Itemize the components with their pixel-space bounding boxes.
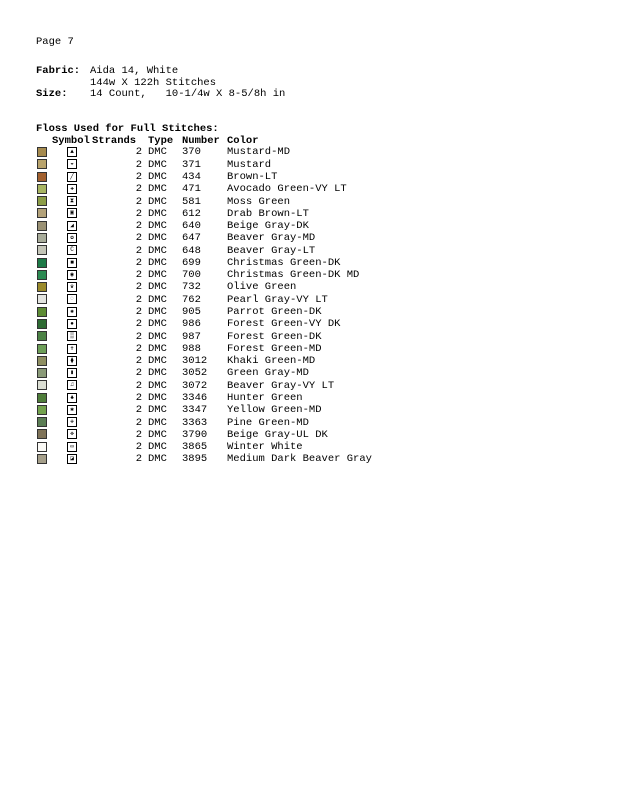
color-name: Avocado Green-VY LT <box>227 183 347 196</box>
number-value: 3346 <box>182 392 208 405</box>
color-swatch <box>37 405 47 415</box>
color-name: Pearl Gray-VY LT <box>227 293 328 306</box>
color-swatch <box>37 393 47 403</box>
stitch-symbol-icon: ✱ <box>67 405 77 415</box>
stitch-symbol-icon: ♫ <box>67 380 77 390</box>
stitch-symbol-icon: ♣ <box>67 393 77 403</box>
color-swatch <box>37 208 47 218</box>
color-swatch <box>37 159 47 169</box>
number-value: 471 <box>182 183 201 196</box>
floss-row <box>36 380 372 392</box>
header-color: Color <box>227 135 259 147</box>
number-value: 3363 <box>182 416 208 429</box>
stitch-symbol-icon: ╱ <box>67 172 77 182</box>
floss-row <box>36 442 372 454</box>
color-swatch <box>37 147 47 157</box>
stitch-symbol-icon: ✚ <box>67 184 77 194</box>
color-swatch <box>37 233 47 243</box>
color-swatch <box>37 294 47 304</box>
floss-row <box>36 258 372 270</box>
type-value: DMC <box>148 330 167 343</box>
strands-value: 2 <box>135 183 142 196</box>
type-value: DMC <box>148 318 167 331</box>
color-swatch <box>37 221 47 231</box>
type-value: DMC <box>148 281 167 294</box>
color-name: Medium Dark Beaver Gray <box>227 453 372 466</box>
color-name: Forest Green-DK <box>227 330 322 343</box>
floss-header-row <box>36 135 372 147</box>
stitch-count: 144w X 122h Stitches <box>90 76 217 89</box>
type-value: DMC <box>148 269 167 282</box>
color-name: Drab Brown-LT <box>227 207 309 220</box>
number-value: 3052 <box>182 367 208 380</box>
number-value: 647 <box>182 232 201 245</box>
stitch-symbol-icon: ✿ <box>67 233 77 243</box>
number-value: 640 <box>182 220 201 233</box>
floss-title: Floss Used for Full Stitches: <box>36 123 219 135</box>
type-value: DMC <box>148 293 167 306</box>
stitch-symbol-icon: ♛ <box>67 282 77 292</box>
number-value: 3012 <box>182 355 208 368</box>
strands-value: 2 <box>135 392 142 405</box>
number-value: 700 <box>182 269 201 282</box>
strands-value: 2 <box>135 355 142 368</box>
color-swatch <box>37 270 47 280</box>
type-value: DMC <box>148 441 167 454</box>
color-name: Beaver Gray-LT <box>227 244 316 257</box>
strands-value: 2 <box>135 416 142 429</box>
number-value: 988 <box>182 342 201 355</box>
color-swatch <box>37 172 47 182</box>
type-value: DMC <box>148 256 167 269</box>
type-value: DMC <box>148 453 167 466</box>
color-name: Forest Green-MD <box>227 342 322 355</box>
size-value: 14 Count, 10-1/4w X 8-5/8h in <box>90 88 286 100</box>
color-name: Beige Gray-DK <box>227 220 309 233</box>
stitch-symbol-icon: ◢ <box>67 221 77 231</box>
stitch-symbol-icon: ● <box>67 319 77 329</box>
floss-row <box>36 294 372 306</box>
type-value: DMC <box>148 170 167 183</box>
color-name: Christmas Green-DK <box>227 256 341 269</box>
type-value: DMC <box>148 158 167 171</box>
stitch-symbol-icon: ▒ <box>67 331 77 341</box>
type-value: DMC <box>148 146 167 159</box>
color-name: Moss Green <box>227 195 291 208</box>
color-swatch <box>37 429 47 439</box>
number-value: 762 <box>182 293 201 306</box>
page-label: Page 7 <box>36 36 74 48</box>
type-value: DMC <box>148 392 167 405</box>
strands-value: 2 <box>135 232 142 245</box>
color-name: Pine Green-MD <box>227 416 309 429</box>
stitch-symbol-icon: ▮ <box>67 368 77 378</box>
stitch-symbol-icon: ▲ <box>67 147 77 157</box>
strands-value: 2 <box>135 281 142 294</box>
type-value: DMC <box>148 428 167 441</box>
number-value: 905 <box>182 306 201 319</box>
floss-row <box>36 196 372 208</box>
number-value: 3865 <box>182 441 208 454</box>
color-name: Winter White <box>227 441 303 454</box>
fabric-value: Aida 14, White <box>90 65 179 77</box>
floss-row <box>36 331 372 343</box>
floss-row <box>36 270 372 282</box>
color-swatch <box>37 184 47 194</box>
floss-row <box>36 282 372 294</box>
floss-row <box>36 147 372 159</box>
strands-value: 2 <box>135 342 142 355</box>
strands-value: 2 <box>135 146 142 159</box>
color-name: Mustard-MD <box>227 146 291 159</box>
floss-row <box>36 245 372 257</box>
floss-row <box>36 233 372 245</box>
type-value: DMC <box>148 355 167 368</box>
floss-row <box>36 172 372 184</box>
header-number: Number <box>182 135 220 147</box>
strands-value: 2 <box>135 256 142 269</box>
number-value: 699 <box>182 256 201 269</box>
stitch-symbol-icon: ✝ <box>67 344 77 354</box>
header-type: Type <box>148 135 174 147</box>
type-value: DMC <box>148 183 167 196</box>
type-value: DMC <box>148 244 167 257</box>
color-swatch <box>37 307 47 317</box>
color-swatch <box>37 344 47 354</box>
type-value: DMC <box>148 195 167 208</box>
floss-row <box>36 307 372 319</box>
type-value: DMC <box>148 306 167 319</box>
number-value: 3790 <box>182 428 208 441</box>
floss-row <box>36 159 372 171</box>
size-label: Size: <box>36 88 68 100</box>
stitch-symbol-icon: ◌ <box>67 294 77 304</box>
type-value: DMC <box>148 404 167 417</box>
stitch-symbol-icon: ⧗ <box>67 196 77 206</box>
number-value: 3072 <box>182 379 208 392</box>
floss-row <box>36 184 372 196</box>
number-value: 3347 <box>182 404 208 417</box>
floss-row <box>36 429 372 441</box>
strands-value: 2 <box>135 379 142 392</box>
header-symbol: Symbol <box>52 135 90 147</box>
strands-value: 2 <box>135 441 142 454</box>
strands-value: 2 <box>135 428 142 441</box>
color-name: Beaver Gray-VY LT <box>227 379 335 392</box>
fabric-info <box>36 66 285 101</box>
strands-value: 2 <box>135 220 142 233</box>
strands-value: 2 <box>135 318 142 331</box>
color-name: Christmas Green-DK MD <box>227 269 360 282</box>
type-value: DMC <box>148 379 167 392</box>
stitch-symbol-icon: ◒ <box>67 159 77 169</box>
stitch-symbol-icon: C <box>67 245 77 255</box>
color-swatch <box>37 368 47 378</box>
number-value: 3895 <box>182 453 208 466</box>
color-name: Beige Gray-UL DK <box>227 428 328 441</box>
stitch-symbol-icon: ∞ <box>67 442 77 452</box>
floss-row <box>36 319 372 331</box>
color-name: Hunter Green <box>227 392 303 405</box>
type-value: DMC <box>148 367 167 380</box>
stitch-symbol-icon: ⧫ <box>67 356 77 366</box>
type-value: DMC <box>148 232 167 245</box>
floss-row <box>36 393 372 405</box>
color-swatch <box>37 319 47 329</box>
stitch-symbol-icon: ✥ <box>67 429 77 439</box>
number-value: 648 <box>182 244 201 257</box>
color-swatch <box>37 442 47 452</box>
header-strands: Strands <box>92 135 137 147</box>
strands-value: 2 <box>135 293 142 306</box>
stitch-symbol-icon: ◉ <box>67 270 77 280</box>
floss-row <box>36 356 372 368</box>
stitch-symbol-icon: ◪ <box>67 454 77 464</box>
floss-row <box>36 405 372 417</box>
number-value: 987 <box>182 330 201 343</box>
strands-value: 2 <box>135 367 142 380</box>
color-name: Green Gray-MD <box>227 367 309 380</box>
number-value: 732 <box>182 281 201 294</box>
strands-value: 2 <box>135 404 142 417</box>
color-swatch <box>37 380 47 390</box>
strands-value: 2 <box>135 330 142 343</box>
type-value: DMC <box>148 207 167 220</box>
strands-value: 2 <box>135 207 142 220</box>
strands-value: 2 <box>135 158 142 171</box>
color-name: Yellow Green-MD <box>227 404 322 417</box>
floss-row <box>36 368 372 380</box>
color-swatch <box>37 258 47 268</box>
color-name: Mustard <box>227 158 272 171</box>
color-name: Brown-LT <box>227 170 278 183</box>
floss-row <box>36 221 372 233</box>
stitch-symbol-icon: ✙ <box>67 417 77 427</box>
number-value: 581 <box>182 195 201 208</box>
floss-row <box>36 208 372 220</box>
color-swatch <box>37 356 47 366</box>
color-swatch <box>37 417 47 427</box>
type-value: DMC <box>148 416 167 429</box>
stitch-symbol-icon: ■ <box>67 258 77 268</box>
number-value: 370 <box>182 146 201 159</box>
color-swatch <box>37 282 47 292</box>
strands-value: 2 <box>135 170 142 183</box>
stitch-symbol-icon: ✺ <box>67 307 77 317</box>
type-value: DMC <box>148 220 167 233</box>
number-value: 371 <box>182 158 201 171</box>
number-value: 986 <box>182 318 201 331</box>
color-name: Olive Green <box>227 281 297 294</box>
strands-value: 2 <box>135 306 142 319</box>
floss-row <box>36 344 372 356</box>
color-swatch <box>37 331 47 341</box>
number-value: 612 <box>182 207 201 220</box>
strands-value: 2 <box>135 244 142 257</box>
floss-row <box>36 454 372 466</box>
type-value: DMC <box>148 342 167 355</box>
strands-value: 2 <box>135 195 142 208</box>
number-value: 434 <box>182 170 201 183</box>
color-name: Khaki Green-MD <box>227 355 316 368</box>
color-name: Beaver Gray-MD <box>227 232 316 245</box>
color-name: Forest Green-VY DK <box>227 318 341 331</box>
strands-value: 2 <box>135 453 142 466</box>
floss-table <box>36 135 372 466</box>
color-swatch <box>37 196 47 206</box>
color-swatch <box>37 245 47 255</box>
strands-value: 2 <box>135 269 142 282</box>
color-swatch <box>37 454 47 464</box>
floss-row <box>36 417 372 429</box>
stitch-symbol-icon: ▣ <box>67 208 77 218</box>
color-name: Parrot Green-DK <box>227 306 322 319</box>
fabric-label: Fabric: <box>36 65 81 77</box>
